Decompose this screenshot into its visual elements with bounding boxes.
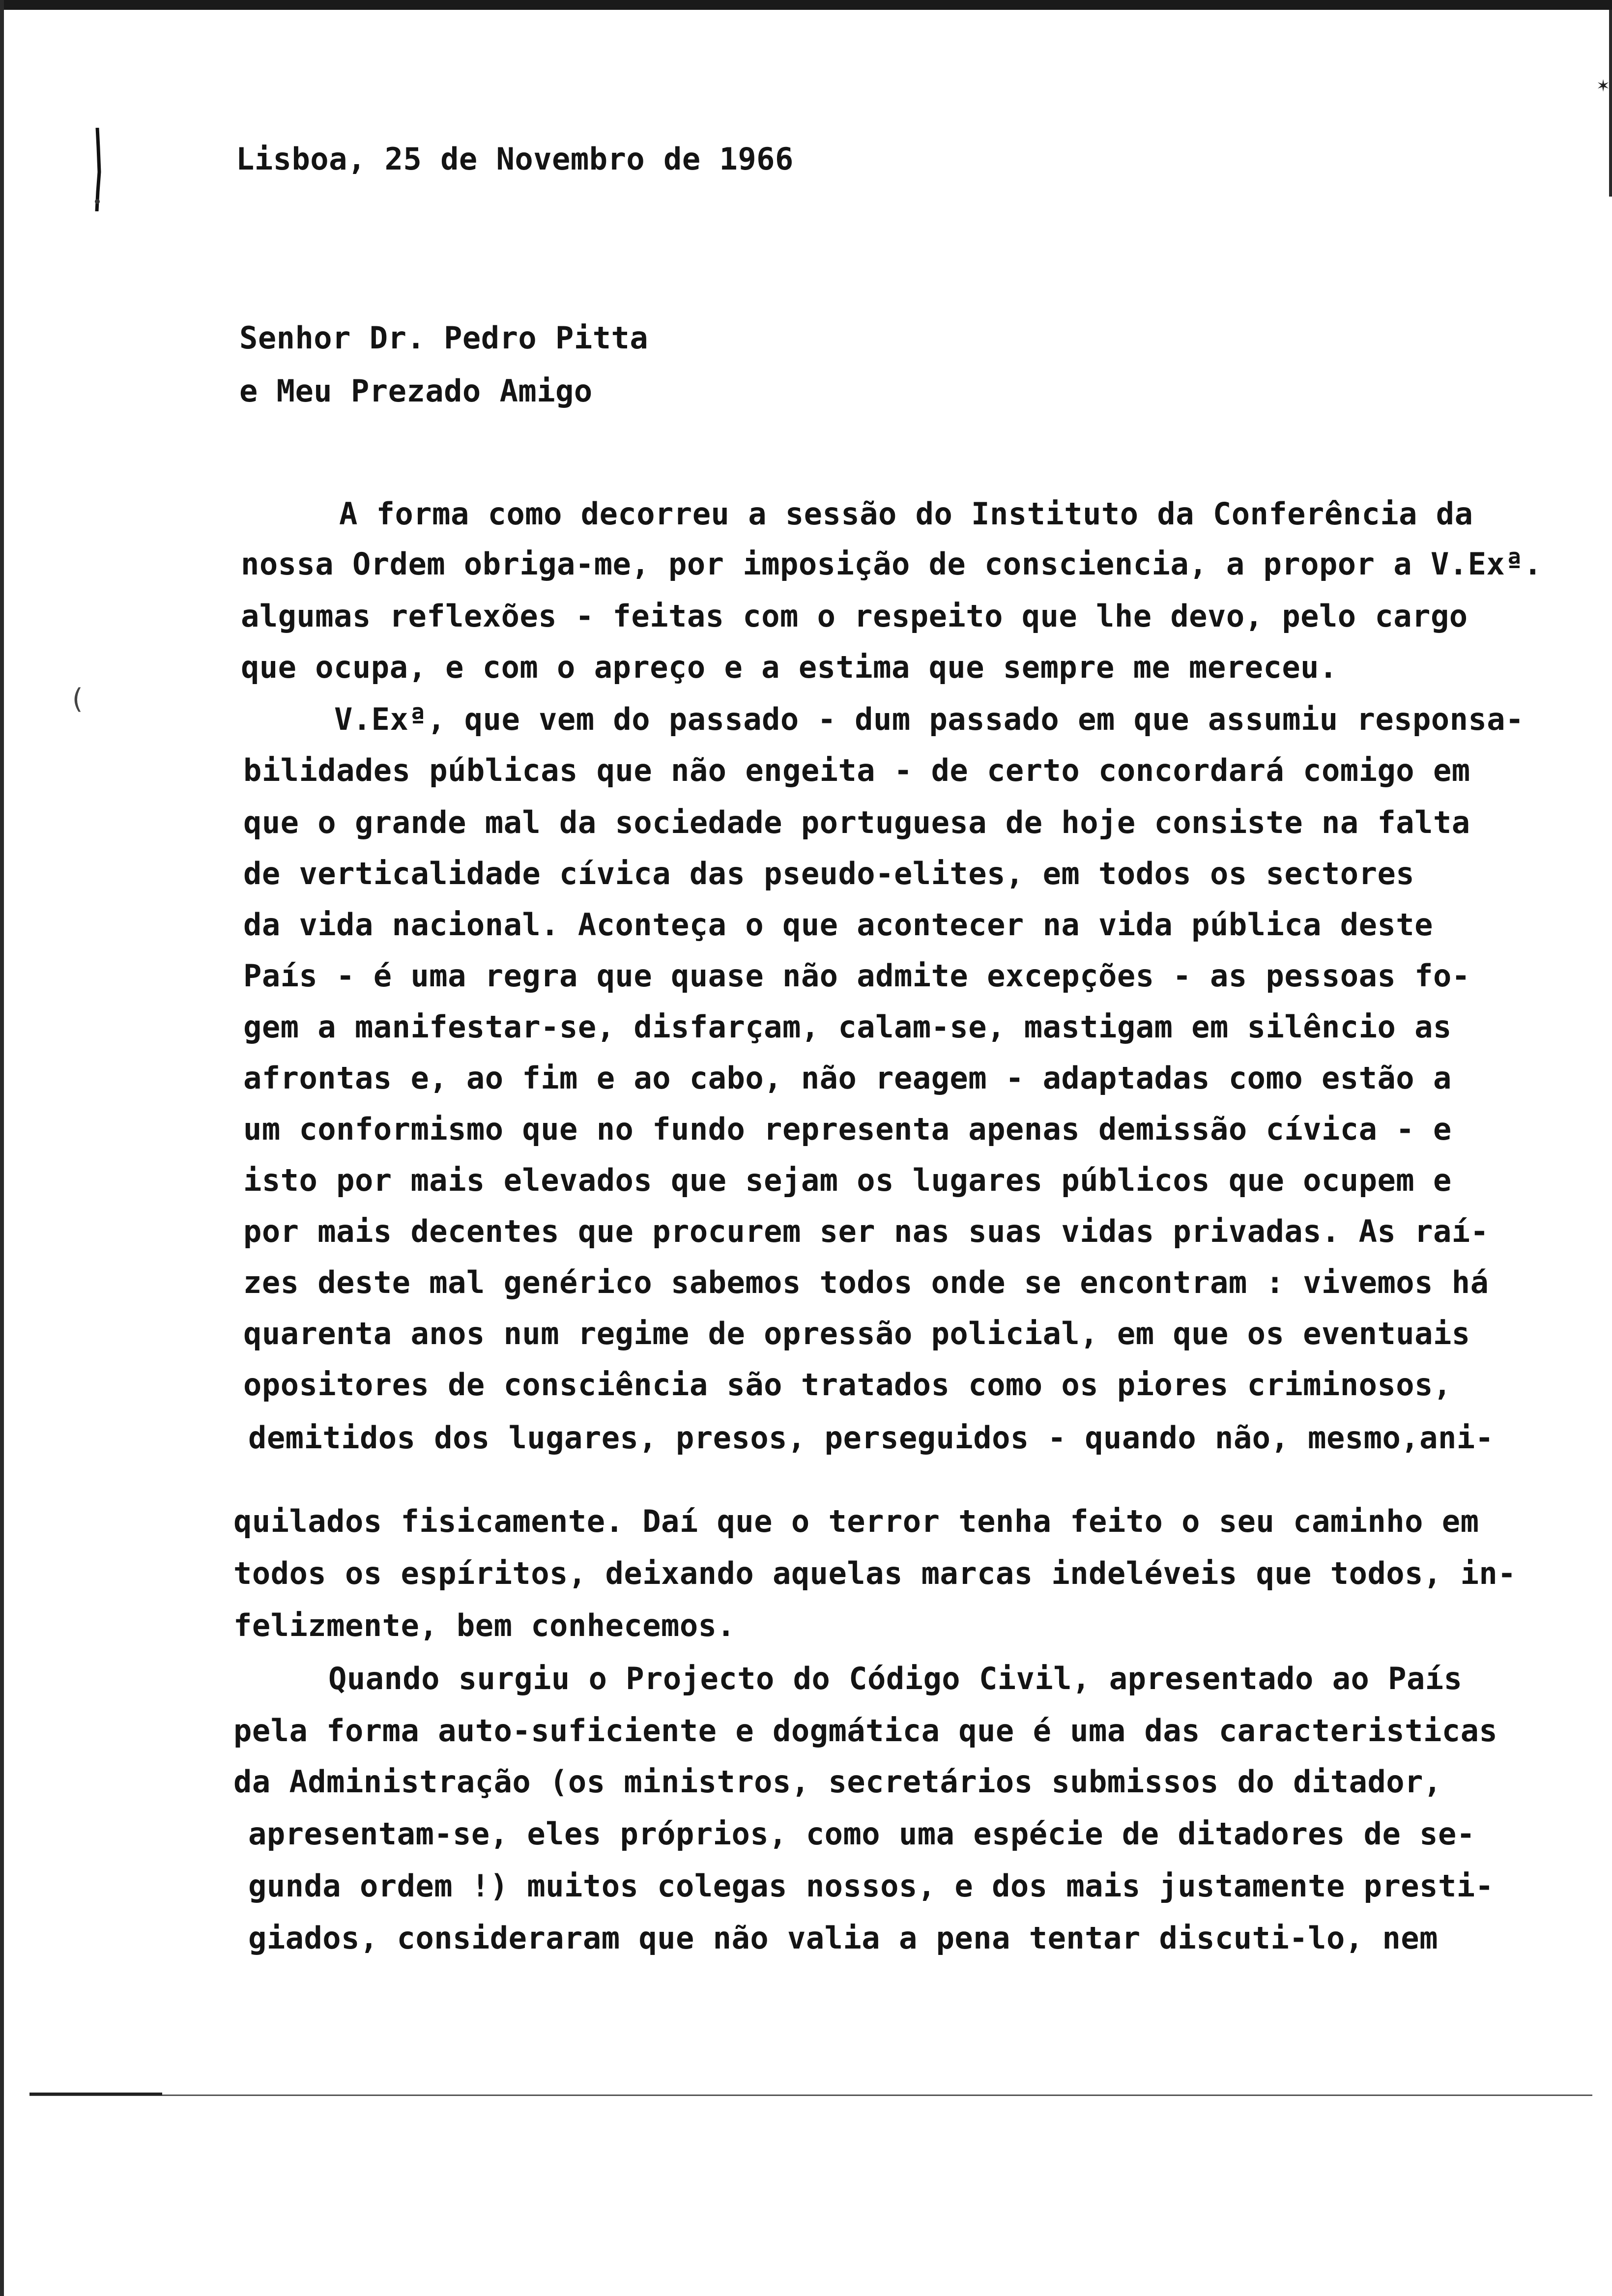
page-right-edge: [1609, 10, 1612, 197]
salutation-line: Senhor Dr. Pedro Pitta: [239, 320, 649, 356]
date-line: Lisboa, 25 de Novembro de 1966: [236, 141, 794, 177]
salutation-line: e Meu Prezado Amigo: [239, 373, 593, 409]
body-line: da vida nacional. Aconteça o que acontecer na vida pública deste: [243, 907, 1433, 943]
body-line: afrontas e, ao fim e ao cabo, não reagem - adaptadas como estão a: [243, 1060, 1452, 1096]
body-line: V.Exª, que vem do passado - dum passado em que assumiu responsa-: [334, 701, 1524, 737]
body-line: por mais decentes que procurem ser nas suas vidas privadas. As raí-: [243, 1213, 1489, 1249]
page-fold-line: [29, 2095, 1592, 2096]
body-line: zes deste mal genérico sabemos todos onde se encontram : vivemos há: [243, 1264, 1489, 1300]
body-line: que o grande mal da sociedade portuguesa de hoje consiste na falta: [243, 804, 1470, 840]
body-line: Quando surgiu o Projecto do Código Civil, apresentado ao País: [328, 1661, 1463, 1696]
body-line: giados, consideraram que não valia a pena tentar discuti-lo, nem: [248, 1920, 1438, 1956]
body-line: nossa Ordem obriga-me, por imposição de consciencia, a propor a V.Exª.: [241, 546, 1542, 582]
body-line: algumas reflexões - feitas com o respeito que lhe devo, pelo cargo: [241, 598, 1468, 634]
corner-mark: ✶: [1597, 74, 1610, 96]
body-line: de verticalidade cívica das pseudo-elites, em todos os sectores: [243, 856, 1415, 891]
body-line: País - é uma regra que quase não admite excepções - as pessoas fo-: [243, 958, 1470, 994]
body-line: todos os espíritos, deixando aquelas marcas indeléveis que todos, in-: [233, 1555, 1517, 1591]
body-line: felizmente, bem conhecemos.: [233, 1607, 736, 1643]
body-line: que ocupa, e com o apreço e a estima que sempre me mereceu.: [241, 649, 1338, 685]
margin-tick-mark: (: [69, 683, 86, 715]
body-line: da Administração (os ministros, secretários submissos do ditador,: [233, 1764, 1442, 1800]
page-fold-line-left: [29, 2093, 162, 2095]
body-line: A forma como decorreu a sessão do Instituto da Conferência da: [339, 496, 1473, 532]
page-left-edge: [0, 0, 4, 2296]
body-line: gem a manifestar-se, disfarçam, calam-se, mastigam em silêncio as: [243, 1009, 1452, 1045]
body-line: gunda ordem !) muitos colegas nossos, e dos mais justamente presti-: [248, 1868, 1494, 1904]
body-line: demitidos dos lugares, presos, perseguidos - quando não, mesmo,ani-: [248, 1420, 1494, 1456]
punch-hole-mark: [92, 128, 102, 211]
body-line: quarenta anos num regime de opressão policial, em que os eventuais: [243, 1316, 1470, 1351]
body-line: um conformismo que no fundo representa apenas demissão cívica - e: [243, 1111, 1452, 1147]
page-top-edge: [0, 0, 1612, 10]
body-line: pela forma auto-suficiente e dogmática que é uma das caracteristicas: [233, 1713, 1498, 1749]
body-line: bilidades públicas que não engeita - de certo concordará comigo em: [243, 752, 1470, 788]
body-line: opositores de consciência são tratados como os piores criminosos,: [243, 1367, 1452, 1403]
body-line: isto por mais elevados que sejam os lugares públicos que ocupem e: [243, 1162, 1452, 1198]
body-line: apresentam-se, eles próprios, como uma espécie de ditadores de se-: [248, 1816, 1475, 1852]
body-line: quilados fisicamente. Daí que o terror tenha feito o seu caminho em: [233, 1503, 1479, 1539]
